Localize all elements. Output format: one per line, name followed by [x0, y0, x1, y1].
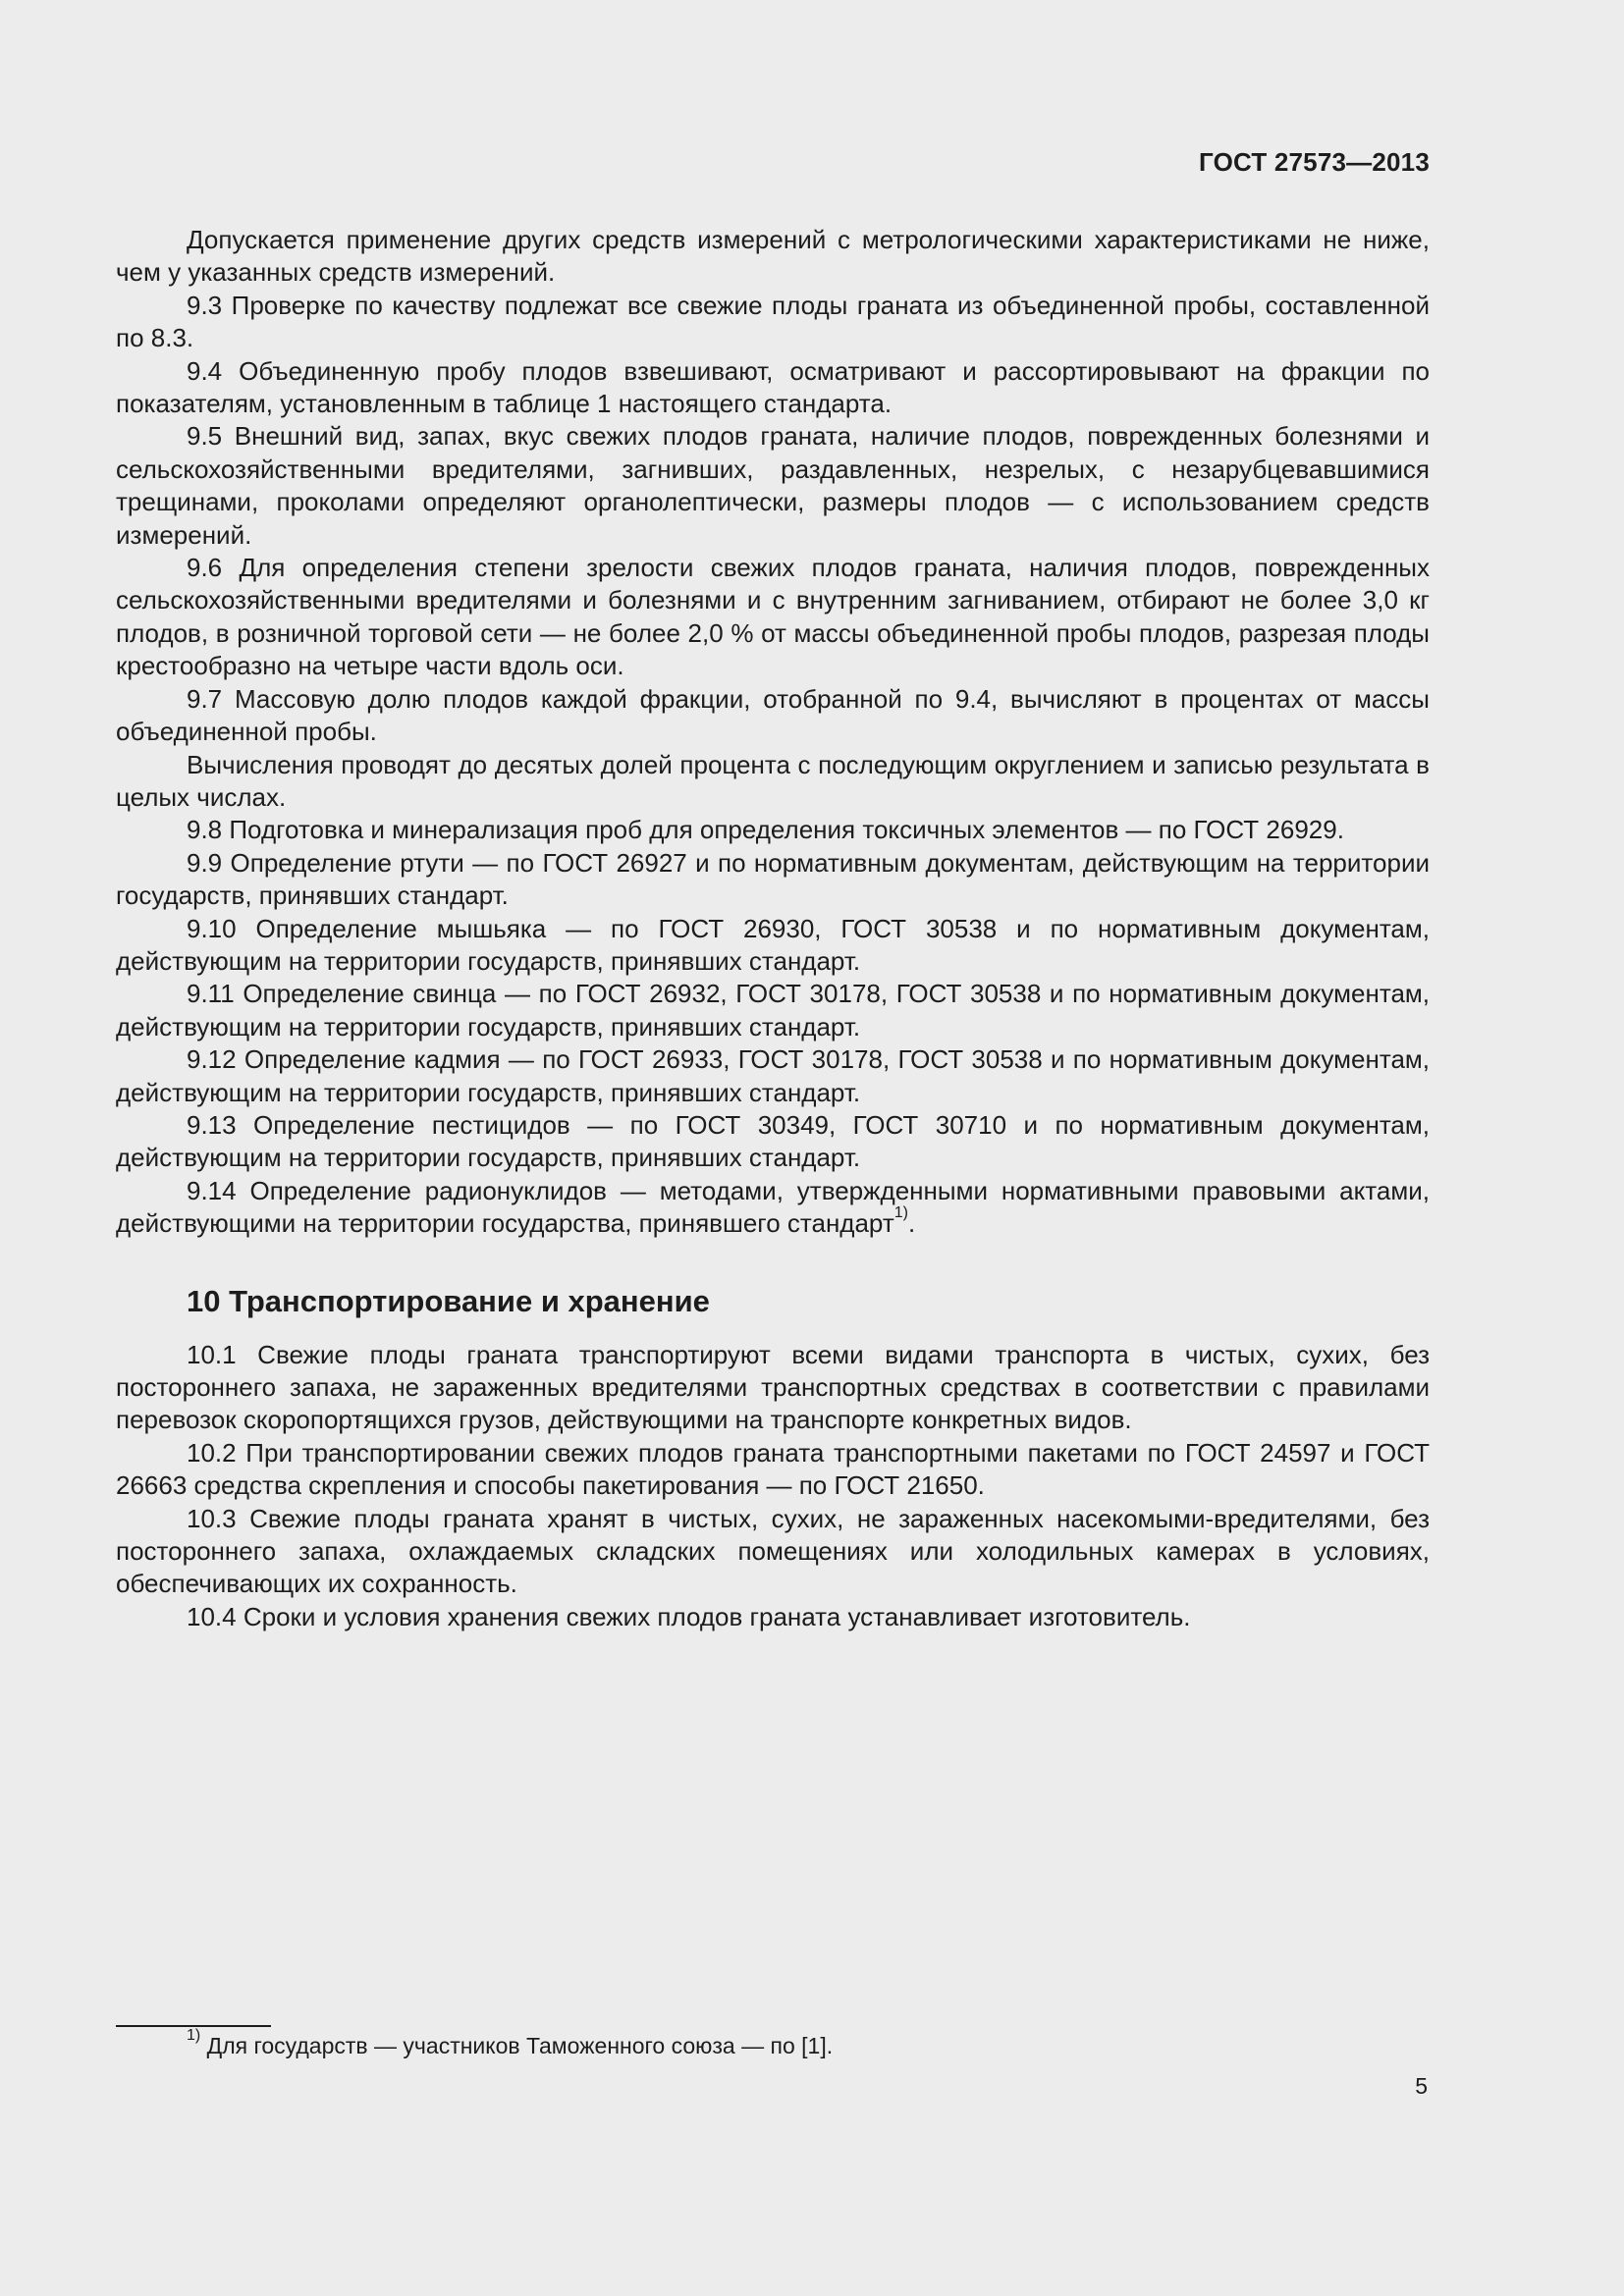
paragraph-10-1: 10.1 Свежие плоды граната транспортируют всеми видами транспорта в чистых, сухих, без постороннего запаха, не зараженных вредителями транспортных средствах в соответствии с правилами перевозок скоропортящихся грузов, действующими на транспорте конкретных видов.: [116, 1339, 1430, 1435]
paragraph-9-8: 9.8 Подготовка и минерализация проб для определения токсичных элементов — по ГОСТ 26929.: [187, 815, 1344, 845]
paragraph-9-12: 9.12 Определение кадмия — по ГОСТ 26933, ГОСТ 30178, ГОСТ 30538 и по нормативным документам, действующим на территории государств, принявших стандарт.: [116, 1044, 1430, 1107]
footnote: [187, 2027, 834, 2061]
paragraph-9-13: 9.13 Определение пестицидов — по ГОСТ 30349, ГОСТ 30710 и по нормативным документам, действующим на территории государств, принявших стандарт.: [116, 1109, 1430, 1173]
document-code: ГОСТ 27573—2013: [1199, 147, 1430, 177]
paragraph-9-3: 9.3 Проверке по качеству подлежат все свежие плоды граната из объединенной пробы, составленной по 8.3.: [116, 290, 1430, 353]
paragraph-10-2: 10.2 При транспортировании свежих плодов граната транспортными пакетами по ГОСТ 24597 и ГОСТ 26663 средства скрепления и способы пакетирования — по ГОСТ 21650.: [116, 1437, 1430, 1501]
paragraph-9-6: 9.6 Для определения степени зрелости свежих плодов граната, наличия плодов, поврежденных сельскохозяйственными вредителями и болезнями и с внутренним загниванием, отбирают не более 3,0 кг плодов, в розничной торговой сети — не более 2,0 % от массы объединенной пробы плодов, разрезая плоды крестообразно на четыре части вдоль оси.: [116, 553, 1430, 681]
document-body: [116, 224, 1430, 1633]
paragraph-9-14-text: 9.14 Определение радионуклидов — методами, утвержденными нормативными правовыми актами, действующими на территории государства, принявшего стандарт: [116, 1175, 1430, 1239]
paragraph-9-10: 9.10 Определение мышьяка — по ГОСТ 26930, ГОСТ 30538 и по нормативным документам, действующим на территории государств, принявших стандарт.: [116, 913, 1430, 976]
paragraph-9-9: 9.9 Определение ртути — по ГОСТ 26927 и по нормативным документам, действующим на территории государств, принявших стандарт.: [116, 847, 1430, 911]
paragraph-calculations: Вычисления проводят до десятых долей процента с последующим округлением и записью результата в целых числах.: [116, 749, 1430, 812]
paragraph-9-14-tail: .: [907, 1208, 916, 1239]
paragraph-measuring-tools: Допускается применение других средств измерений с метрологическими характеристиками не ниже, чем у указанных средств измерений.: [116, 225, 1430, 288]
paragraph-9-7: 9.7 Массовую долю плодов каждой фракции, отобранной по 9.4, вычисляют в процентах от массы объединенной пробы.: [116, 683, 1430, 747]
footnote-mark: 1): [187, 2027, 201, 2044]
paragraph-9-4: 9.4 Объединенную пробу плодов взвешивают, осматривают и рассортировывают на фракции по показателям, установленным в таблице 1 настоящего стандарта.: [116, 355, 1430, 419]
page-number: 5: [1415, 2073, 1428, 2099]
section-10-heading: 10 Транспортирование и хранение: [187, 1283, 710, 1318]
paragraph-9-11: 9.11 Определение свинца — по ГОСТ 26932, ГОСТ 30178, ГОСТ 30538 и по нормативным документам, действующим на территории государств, принявших стандарт.: [116, 979, 1430, 1041]
paragraph-9-14: [116, 1175, 1430, 1241]
paragraph-10-3: 10.3 Свежие плоды граната хранят в чистых, сухих, не зараженных насекомыми-вредителями, без постороннего запаха, охлаждаемых складских помещениях или холодильных камерах в условиях, обеспечивающих их сохранность.: [116, 1503, 1430, 1599]
paragraph-9-5: 9.5 Внешний вид, запах, вкус свежих плодов граната, наличие плодов, поврежденных болезнями и сельскохозяйственными вредителями, загнивших, раздавленных, незрелых, с незарубцевавшимися трещинами, проколами определяют органолептически, размеры плодов — с использованием средств измерений.: [116, 421, 1430, 550]
paragraph-10-4: 10.4 Сроки и условия хранения свежих плодов граната устанавливает изготовитель.: [187, 1601, 1191, 1631]
footnote-reference[interactable]: 1): [893, 1204, 908, 1222]
footnote-text: Для государств — участников Таможенного союза — по [1].: [206, 2033, 834, 2058]
